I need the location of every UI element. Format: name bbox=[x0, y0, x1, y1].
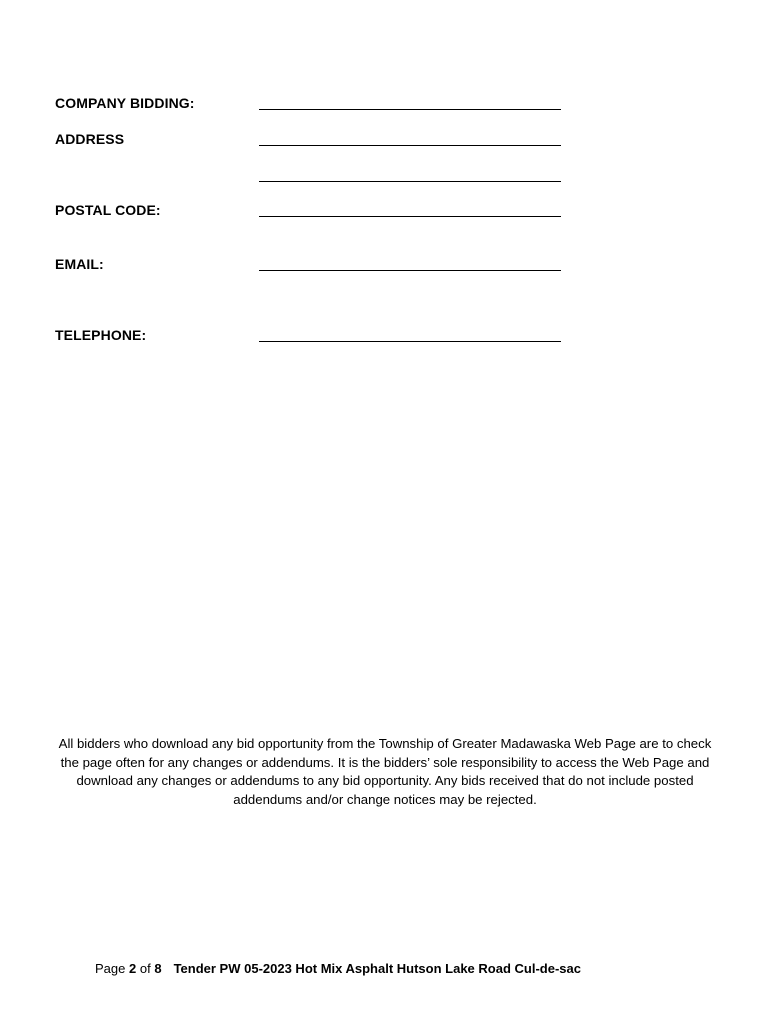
footer-page-current: 2 bbox=[129, 961, 137, 976]
company-bidding-label: COMPANY BIDDING: bbox=[55, 95, 195, 111]
address-line-1 bbox=[259, 145, 561, 146]
address-label: ADDRESS bbox=[55, 131, 125, 147]
page-footer bbox=[95, 961, 581, 977]
footer-of-word: of bbox=[139, 961, 151, 976]
bidder-notice: All bidders who download any bid opportunity from the Township of Greater Madawaska Web Page are to check the page often for any changes or addendums. It is the bidders’ sole responsibility to access the Web Page and download any changes or addendums to any bid opportunity. Any bids received that do not include posted addendums and/or change notices may be rejected. bbox=[58, 736, 712, 807]
email-line bbox=[259, 270, 561, 271]
telephone-label: TELEPHONE: bbox=[55, 327, 147, 343]
footer-page-total: 8 bbox=[154, 961, 162, 976]
email-label: EMAIL: bbox=[55, 256, 104, 272]
postal-code-line bbox=[259, 216, 561, 217]
telephone-line bbox=[259, 341, 561, 342]
footer-document-title: Tender PW 05-2023 Hot Mix Asphalt Hutson Lake Road Cul-de-sac bbox=[173, 961, 581, 976]
postal-code-label: POSTAL CODE: bbox=[55, 202, 161, 218]
footer-page-word: Page bbox=[95, 961, 126, 976]
company-bidding-line bbox=[259, 109, 561, 110]
address-line-2 bbox=[259, 181, 561, 182]
